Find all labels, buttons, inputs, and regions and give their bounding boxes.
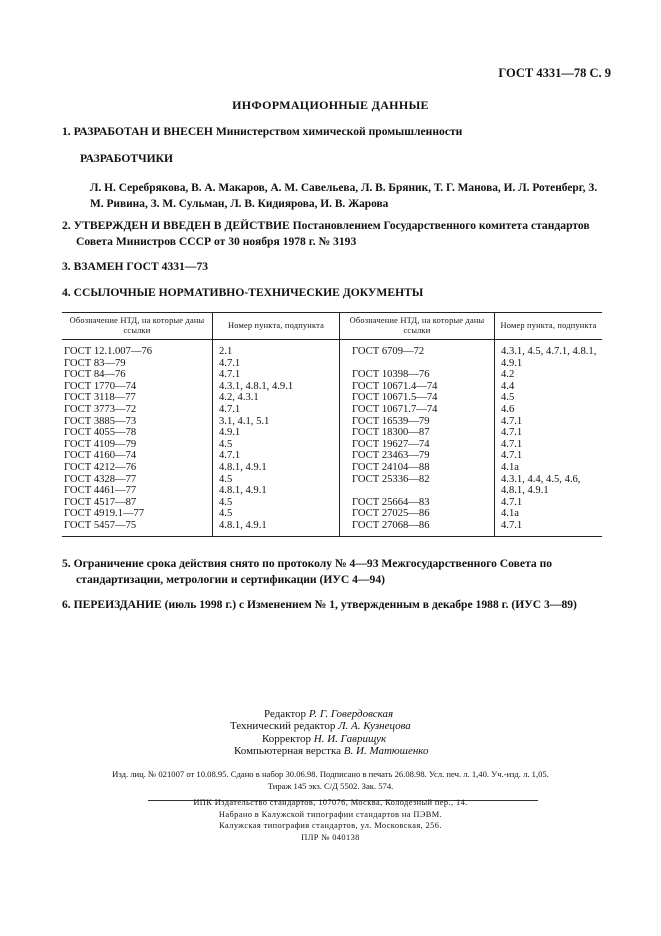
left-doc: ГОСТ 83—79	[64, 357, 126, 369]
left-item: 4.5	[219, 508, 233, 520]
credit-layout	[230, 745, 429, 757]
print-info	[0, 768, 661, 792]
left-doc: ГОСТ 4461—77	[64, 485, 137, 497]
page-number: ГОСТ 4331—78 С. 9	[498, 66, 611, 80]
right-doc: ГОСТ 10671.7—74	[352, 403, 438, 415]
left-item: 4.5	[219, 473, 233, 485]
left-docs-column	[62, 340, 213, 537]
credit-name: Л. А. Кузнецова	[338, 720, 411, 733]
left-doc: ГОСТ 4055—78	[64, 427, 137, 439]
right-item: 4.2	[501, 369, 515, 381]
left-item: 4.7.1	[219, 369, 241, 381]
left-doc: ГОСТ 4517—87	[64, 496, 137, 508]
table-header-row	[62, 313, 602, 340]
right-doc: ГОСТ 25664—83	[352, 496, 430, 508]
right-item: 4.3.1, 4.4, 4.5, 4.6,	[501, 473, 581, 485]
left-doc: ГОСТ 3118—77	[64, 392, 136, 404]
publisher-line: Калужская типография стандартов, ул. Московская, 256.	[219, 821, 442, 831]
right-item: 4.7.1	[501, 415, 523, 427]
section-reissue: 6. ПЕРЕИЗДАНИЕ (июль 1998 г.) с Изменением № 1, утвержденным в декабре 1988 г. (ИУС 3—89)	[62, 598, 577, 611]
right-item: 4.7.1	[501, 496, 523, 508]
left-doc: ГОСТ 4919.1—77	[64, 508, 145, 520]
left-doc: ГОСТ 3885—73	[64, 415, 137, 427]
section-validity: 5. Ограничение срока действия снято по протоколу № 4—93 Межгосударственного Совета по стандартизации, метрологии и сертификации (ИУС 4—94)	[62, 557, 553, 586]
left-doc: ГОСТ 3773—72	[64, 403, 137, 415]
header-doc-right: Обозначение НТД, на которые даны ссылки	[340, 313, 495, 340]
credit-name: В. И. Матюшенко	[343, 745, 429, 758]
left-doc: ГОСТ 4328—77	[64, 473, 137, 485]
right-doc	[352, 358, 492, 370]
print-info-line: Изд. лиц. № 021007 от 10.08.95. Сдано в набор 30.06.98. Подписано в печать 26.08.98. Усл. печ. л. 1,40. Уч.-изд. л. 1,05.	[112, 769, 549, 779]
publisher-line: ПЛР № 040138	[301, 832, 360, 842]
right-doc: ГОСТ 10671.5—74	[352, 392, 438, 404]
credit-proofreader	[230, 733, 429, 745]
right-doc: ГОСТ 6709—72	[352, 346, 425, 357]
publisher-line: Набрано в Калужской типографии стандартов на ПЭВМ.	[218, 809, 443, 819]
header-item-right: Номер пункта, подпункта	[495, 313, 603, 340]
left-item: 4.8.1, 4.9.1	[219, 519, 267, 531]
right-doc: ГОСТ 10398—76	[352, 369, 430, 381]
header-doc-left: Обозначение НТД, на которые даны ссылки	[62, 313, 213, 340]
header-item-left: Номер пункта, подпункта	[213, 313, 340, 340]
left-doc: ГОСТ 4160—74	[64, 450, 137, 462]
references-table	[62, 312, 602, 537]
right-doc: ГОСТ 23463—79	[352, 450, 430, 462]
left-items-column	[213, 340, 340, 537]
right-item: 4.1а	[501, 461, 519, 473]
credit-name: Н. И. Гаврищук	[313, 732, 387, 745]
right-doc: ГОСТ 25336—82	[352, 473, 430, 485]
table-row	[62, 340, 602, 537]
publisher-info	[0, 797, 661, 843]
section-approved: 2. УТВЕРЖДЕН И ВВЕДЕН В ДЕЙСТВИЕ Постановлением Государственного комитета стандартов Совета Министров СССР от 30 ноября 1978 г. № 3193	[62, 219, 590, 248]
developers-names: Л. Н. Серебрякова, В. А. Макаров, А. М. Савельева, Л. В. Бряник, Т. Г. Манова, И. Л. Ротенберг, З. М. Ривина, З. М. Сульман, Л. В. Кидиярова, И. В. Жарова	[90, 182, 598, 210]
left-item: 3.1, 4.1, 5.1	[219, 415, 270, 427]
right-doc	[352, 485, 492, 497]
right-item: 4.4	[501, 380, 515, 392]
right-item: 4.7.1	[501, 450, 523, 462]
left-item: 4.8.1, 4.9.1	[219, 461, 267, 473]
right-docs-column	[340, 340, 495, 537]
right-item: 4.3.1, 4.5, 4.7.1, 4.8.1,	[501, 346, 597, 357]
credits-block	[230, 708, 429, 758]
section-references-heading: 4. ССЫЛОЧНЫЕ НОРМАТИВНО-ТЕХНИЧЕСКИЕ ДОКУМЕНТЫ	[62, 286, 424, 299]
left-item: 4.2, 4.3.1	[219, 392, 259, 404]
credit-role: Компьютерная верстка	[234, 745, 342, 758]
left-item: 4.5	[219, 496, 233, 508]
right-item: 4.7.1	[501, 438, 523, 450]
right-item: 4.6	[501, 403, 515, 415]
left-item: 4.7.1	[219, 357, 241, 369]
right-item: 4.8.1, 4.9.1	[501, 485, 549, 497]
left-item: 4.7.1	[219, 403, 241, 415]
right-doc: ГОСТ 10671.4—74	[352, 380, 438, 392]
left-item: 4.9.1	[219, 427, 241, 439]
left-doc: ГОСТ 1770—74	[64, 380, 137, 392]
left-doc: ГОСТ 5457—75	[64, 519, 137, 531]
section-replaces: 3. ВЗАМЕН ГОСТ 4331—73	[62, 260, 209, 273]
credit-name: Р. Г. Говердовская	[308, 708, 394, 720]
left-item: 4.8.1, 4.9.1	[219, 485, 267, 497]
right-doc: ГОСТ 27068—86	[352, 519, 430, 531]
right-item: 4.5	[501, 392, 515, 404]
right-item: 4.9.1	[501, 357, 523, 369]
credit-editor	[230, 708, 429, 720]
credit-role: Технический редактор	[230, 720, 336, 733]
left-doc: ГОСТ 4212—76	[64, 461, 137, 473]
right-items-column	[495, 340, 603, 537]
left-doc: ГОСТ 12.1.007—76	[64, 346, 153, 357]
right-doc: ГОСТ 18300—87	[352, 427, 430, 439]
credit-tech-editor	[230, 720, 429, 732]
print-info-line: Тираж 145 экз. С/Д 5502. Зак. 574.	[267, 781, 394, 791]
publisher-line: ИПК Издательство стандартов, 107076, Москва, Колодезный пер., 14.	[193, 798, 468, 807]
right-doc: ГОСТ 16539—79	[352, 415, 430, 427]
page-title: ИНФОРМАЦИОННЫЕ ДАННЫЕ	[232, 98, 429, 112]
section-developed-by: 1. РАЗРАБОТАН И ВНЕСЕН Министерством химической промышленности	[62, 125, 463, 138]
left-doc: ГОСТ 84—76	[64, 369, 126, 381]
right-item: 4.7.1	[501, 519, 523, 531]
left-item: 2.1	[219, 346, 233, 357]
developers-heading: РАЗРАБОТЧИКИ	[80, 152, 174, 165]
right-doc: ГОСТ 19627—74	[352, 438, 430, 450]
left-item: 4.7.1	[219, 450, 241, 462]
left-item: 4.3.1, 4.8.1, 4.9.1	[219, 380, 294, 392]
right-doc: ГОСТ 27025—86	[352, 508, 430, 520]
credit-role: Редактор	[264, 708, 307, 720]
credit-role: Корректор	[262, 732, 312, 745]
right-item: 4.1а	[501, 508, 519, 520]
right-item: 4.7.1	[501, 427, 523, 439]
left-item: 4.5	[219, 438, 233, 450]
right-doc: ГОСТ 24104—88	[352, 461, 430, 473]
left-doc: ГОСТ 4109—79	[64, 438, 137, 450]
